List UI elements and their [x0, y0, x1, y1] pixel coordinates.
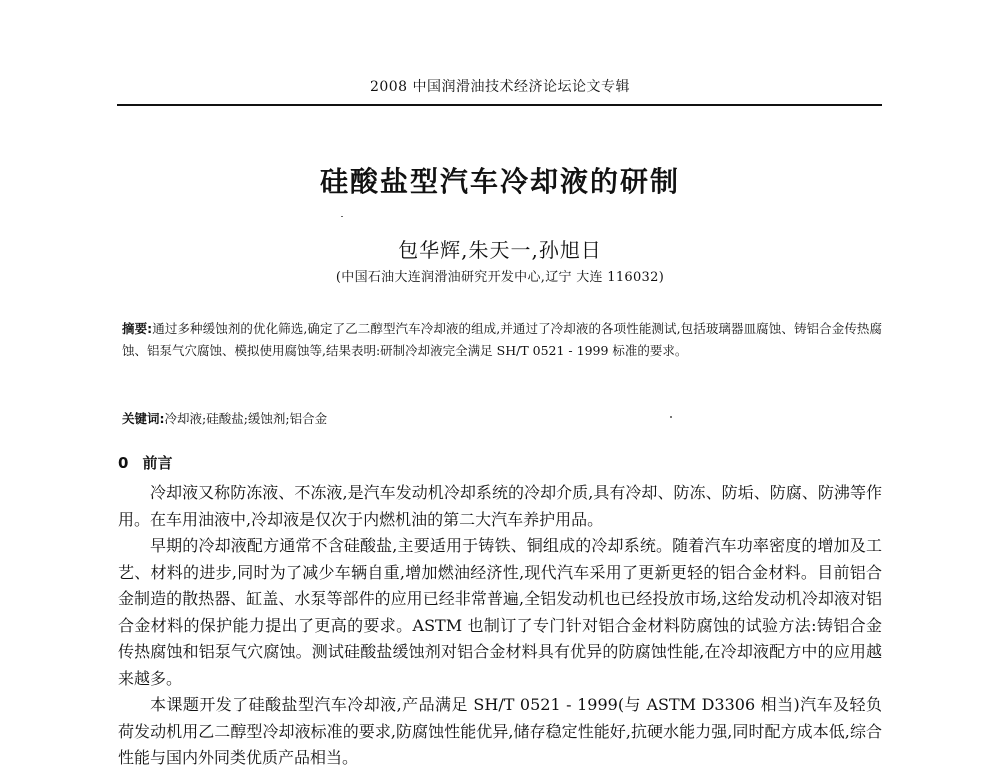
- abstract-label: 摘要:: [122, 321, 153, 336]
- keywords-text: 冷却液;硅酸盐;缓蚀剂;铝合金: [164, 411, 328, 426]
- section-title: 前言: [142, 454, 173, 472]
- abstract: [122, 318, 882, 362]
- section-number: 0: [118, 454, 129, 472]
- scan-speck: [670, 416, 672, 418]
- paragraph: 本课题开发了硅酸盐型汽车冷却液,产品满足 SH/T 0521 - 1999(与 ASTM D3306 相当)汽车及轻负荷发动机用乙二醇型冷却液标准的要求,防腐蚀性能优异,储存稳定性能好,抗硬水能力强,同时配方成本低,综合性能与国内外同类优质产品相当。: [118, 695, 882, 767]
- running-header: 2008 中国润滑油技术经济论坛论文专辑: [369, 79, 631, 95]
- scan-speck: [341, 216, 343, 217]
- body-text: [118, 480, 882, 772]
- keywords-label: 关键词:: [122, 411, 165, 426]
- section-heading: [118, 452, 172, 473]
- header-rule: [117, 104, 882, 106]
- paragraph: 早期的冷却液配方通常不含硅酸盐,主要适用于铸铁、铜组成的冷却系统。随着汽车功率密度的增加及工艺、材料的进步,同时为了减少车辆自重,增加燃油经济性,现代汽车采用了更新更轻的铝合金材料。目前铝合金制造的散热器、缸盖、水泵等部件的应用已经非常普遍,全铝发动机也已经投放市场,这给发动机冷却液对铝合金材料的保护能力提出了更高的要求。ASTM 也制订了专门针对铝合金材料防腐蚀的试验方法:铸铝合金传热腐蚀和铝泵气穴腐蚀。测试硅酸盐缓蚀剂对铝合金材料具有优异的防腐蚀性能,在冷却液配方中的应用越来越多。: [118, 536, 882, 688]
- keywords: [122, 408, 882, 430]
- abstract-text: 通过多种缓蚀剂的优化筛选,确定了乙二醇型汽车冷却液的组成,并通过了冷却液的各项性能测试,包括玻璃器皿腐蚀、铸铝合金传热腐蚀、铝泵气穴腐蚀、模拟使用腐蚀等,结果表明:研制冷却液完全满足 SH/T 0521 - 1999 标准的要求。: [122, 321, 882, 358]
- authors: 包华辉,朱天一,孙旭日: [398, 238, 602, 262]
- paper-title: 硅酸盐型汽车冷却液的研制: [319, 165, 680, 198]
- paragraph: 冷却液又称防冻液、不冻液,是汽车发动机冷却系统的冷却介质,具有冷却、防冻、防垢、防腐、防沸等作用。在车用油液中,冷却液是仅次于内燃机油的第二大汽车养护用品。: [118, 483, 882, 529]
- affiliation: (中国石油大连润滑油研究开发中心,辽宁 大连 116032): [335, 270, 665, 285]
